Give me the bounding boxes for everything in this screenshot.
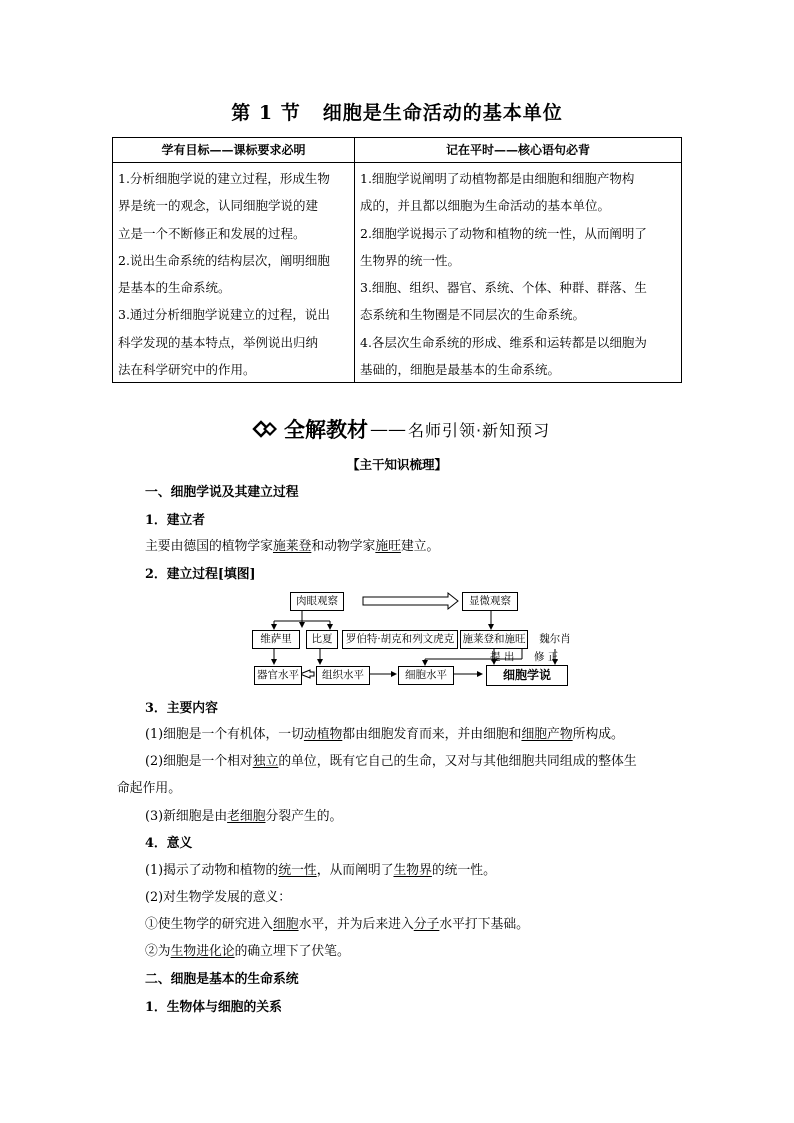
founders-text [145,535,439,554]
box-organ-level: 器官水平 [254,666,302,685]
text: 的单位，既有它自己的生命，又对与其他细胞共同组成的整体生 [278,754,637,769]
meaning-2: (2)对生物学发展的意义： [145,890,292,905]
box-microscope: 显微观察 [462,592,518,611]
key-line: 成的，并且都以细胞为生命活动的基本单位。 [360,198,611,214]
heading-process: 2．建立过程[填图] [145,567,256,582]
heading-life-system: 二、细胞是基本的生命系统 [145,972,299,987]
answer-blank: 统一性 [278,863,317,878]
section-banner [252,414,550,444]
label-propose: 提 出 [490,651,515,663]
goal-line: 是基本的生命系统。 [118,280,231,296]
text: 的确立埋下了伏笔。 [234,944,350,959]
diamond-logo-icon [252,418,280,440]
box-vesalius: 维萨里 [252,630,300,649]
goals-left-header: 学有目标——课标要求必明 [113,138,355,163]
goal-line: 法在科学研究中的作用。 [118,362,256,378]
section-name: 细胞是生命活动的基本单位 [322,102,563,124]
key-line: 生物界的统一性。 [360,252,461,268]
box-naked-eye: 肉眼观察 [290,592,344,611]
text: 水平，并为后来进入 [298,917,414,932]
answer-blank: 生物进化论 [170,944,235,959]
goals-table [112,137,682,383]
answer-blank: 细胞产物 [521,727,573,742]
text: (3)新细胞是由 [145,809,228,824]
key-line: 4.各层次生命系统的形成、维系和运转都是以细胞为 [360,334,647,350]
box-schleiden-schwann: 施莱登和施旺 [460,630,528,649]
text: (1)揭示了动物和植物的 [145,863,279,878]
heading-cell-theory: 一、细胞学说及其建立过程 [145,485,299,500]
subtitle: 【主干知识梳理】 [346,457,447,472]
box-hooke-leeuwenhoek: 罗伯特·胡克和列文虎克 [342,630,458,649]
key-line: 2.细胞学说揭示了动物和植物的统一性，从而阐明了 [360,225,647,241]
text: 所构成。 [572,727,624,742]
text: 的统一性。 [431,863,496,878]
answer-blank: 细胞 [272,917,299,932]
goals-right-header: 记在平时——核心语句必背 [355,138,681,163]
content-1 [145,723,624,742]
content-3 [145,805,342,824]
text: 水平打下基础。 [439,917,529,932]
text: 都由细胞发育而来，并由细胞和 [342,727,522,742]
meaning-4 [145,940,350,959]
banner-dash: —— [370,418,406,440]
text: ①使生物学的研究进入 [145,917,273,932]
key-line: 基础的，细胞是最基本的生命系统。 [360,362,561,378]
goal-line: 科学发现的基本特点，举例说出归纳 [118,334,319,350]
answer-blank: 生物界 [393,863,432,878]
text: 和动物学家 [311,539,376,554]
goal-line: 立是一个不断修正和发展的过程。 [118,225,306,241]
text: ，从而阐明了 [316,863,394,878]
meaning-3 [145,913,529,932]
box-bichat: 比夏 [306,630,338,649]
answer-blank: 施旺 [375,539,401,554]
text: 分裂产生的。 [265,809,343,824]
box-cell-theory: 细胞学说 [486,665,568,686]
banner-main: 全解教材 [284,418,368,442]
answer-blank: 老细胞 [227,809,266,824]
history-flowchart [250,589,590,689]
text: 建立。 [400,539,440,554]
text: (2)细胞是一个相对 [145,754,253,769]
label-revise: 修 正 [534,651,559,663]
goal-line: 界是统一的观念，认同细胞学说的建 [118,198,319,214]
section-number: 第 1 节 [231,102,301,124]
answer-blank: 独立 [252,754,279,769]
answer-blank: 动植物 [303,727,343,742]
key-line: 态系统和生物圈是不同层次的生命系统。 [360,307,586,323]
goal-line: 3.通过分析细胞学说建立的过程，说出 [118,307,330,323]
box-tissue-level: 组织水平 [316,666,370,685]
goals-left-body [113,163,355,383]
goal-line: 2.说出生命系统的结构层次，阐明细胞 [118,252,330,268]
heading-significance: 4．意义 [145,836,193,851]
page-title [0,98,794,125]
banner-sub: 名师引领·新知预习 [408,420,551,440]
meaning-1 [145,859,496,878]
key-line: 3.细胞、组织、器官、系统、个体、种群、群落、生 [360,280,647,296]
heading-organism-cell: 1．生物体与细胞的关系 [145,1000,282,1015]
goal-line: 1.分析细胞学说的建立过程，形成生物 [118,171,330,186]
text: (1)细胞是一个有机体，一切 [145,727,304,742]
answer-blank: 施莱登 [272,539,312,554]
text: 主要由德国的植物学家 [145,539,273,554]
heading-contents: 3．主要内容 [145,701,218,716]
content-2-cont: 命起作用。 [117,781,181,796]
goals-right-body [355,163,681,383]
text: ②为 [145,944,171,959]
key-line: 1.细胞学说阐明了动植物都是由细胞和细胞产物构 [360,171,635,186]
answer-blank: 分子 [413,917,440,932]
box-cell-level: 细胞水平 [398,666,454,685]
content-2 [145,750,637,769]
box-virchow: 魏尔肖 [530,630,580,649]
heading-founders: 1．建立者 [145,513,206,528]
